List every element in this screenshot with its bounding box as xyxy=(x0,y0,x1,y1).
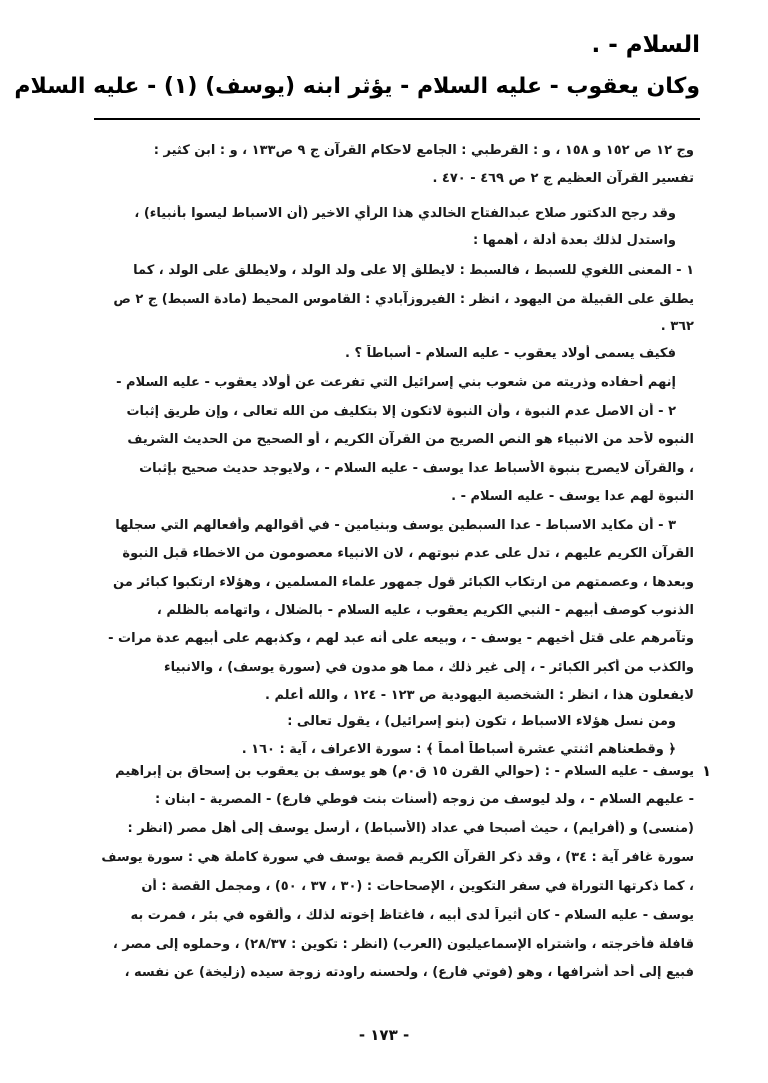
footnote-line: القرآن الكريم عليهم ، تدل على عدم نبوتهم ، لان الانبياء معصومون من الاخطاء قبل النبوة xyxy=(122,546,694,561)
footnote-number: ١ xyxy=(702,762,712,780)
footnote-line: ، كما ذكرتها التوراة في سفر التكوين ، الإصحاحات : (٣٠ ، ٣٧ ، ٥٠) ، ومجمل القصة : أن xyxy=(141,879,694,894)
footnote-line: ٣ - أن مكايد الاسباط - عدا السبطين يوسف وبنيامين - في أقوالهم وأفعالهم التي سجلها xyxy=(115,518,676,533)
footnote-line: النبوة لهم عدا يوسف - عليه السلام - . xyxy=(451,489,694,504)
heading-line-1: السلام - . xyxy=(591,32,700,58)
footnote-line: (منسى) و (أفرايم) ، حيث أصبحا في عداد (الأسباط) ، أرسل يوسف إلى أهل مصر (انظر : xyxy=(127,821,694,836)
footnote-line: وقد رجح الدكتور صلاح عبدالفتاح الخالدي هذا الرأي الاخير (أن الاسباط ليسوا بأنبياء) ، xyxy=(134,206,676,221)
footnote-line: لايفعلون هذا ، انظر : الشخصية اليهودية ص ١٢٣ - ١٢٤ ، والله أعلم . xyxy=(265,688,694,703)
footnote-line: وبعدها ، وعصمتهم من ارتكاب الكبائر قول جمهور علماء المسلمين ، وهؤلاء ارتكبوا كبائر من xyxy=(113,575,694,590)
page-number: - ١٧٣ - xyxy=(358,1026,410,1044)
footnote-line: ومن نسل هؤلاء الاسباط ، تكون (بنو إسرائيل) ، يقول تعالى : xyxy=(287,714,676,729)
footnote-line: - عليهم السلام - ، ولد ليوسف من زوجه (أسنات بنت فوطي فارع) - المصرية - ابنان : xyxy=(154,792,694,807)
footnote-line: يوسف - عليه السلام - كان أثيراً لدى أبيه ، فاغتاظ إخوته لذلك ، وألقوه في بئر ، فمرت به xyxy=(130,908,694,923)
footnote-line: تفسير القرآن العظيم ج ٢ ص ٤٦٩ - ٤٧٠ . xyxy=(432,171,694,186)
footnote-line: واستدل لذلك بعدة أدلة ، أهمها : xyxy=(472,233,676,248)
footnote-line: فكيف يسمى أولاد يعقوب - عليه السلام - أسباطاً ؟ . xyxy=(345,346,676,361)
footnote-line: النبوه لأحد من الانبياء هو النص الصريح من القرآن الكريم ، أو الصحيح من الحديث الشريف xyxy=(127,432,694,447)
footnote-line: وتآمرهم على قتل أخيهم - يوسف - ، وبيعه على أنه عبد لهم ، وكذبهم على أبيهم عدة مرات - xyxy=(108,631,694,646)
footnote-line: ٢ - أن الاصل عدم النبوة ، وأن النبوة لاتكون إلا بتكليف من الله تعالى ، وإن طريق إثبات xyxy=(126,404,676,419)
footnote-line: وج ١٢ ص ١٥٢ و ١٥٨ ، و : القرطبي : الجامع لاحكام القرآن ج ٩ ص١٣٣ ، و : ابن كثير : xyxy=(153,143,694,158)
footnote-line: يوسف - عليه السلام - : (حوالي القرن ١٥ ق٠م) هو يوسف بن يعقوب بن إسحاق بن إبراهيم xyxy=(115,764,694,779)
footnote-line: الذنوب كوصف أبيهم - النبي الكريم يعقوب ، عليه السلام - بالضلال ، واتهامه بالظلم ، xyxy=(156,603,694,618)
heading-line-2: وكان يعقوب - عليه السلام - يؤثر ابنه (يوسف) (١) - عليه السلام xyxy=(14,74,700,99)
footnote-line: إنهم أحفاده وذريته من شعوب بني إسرائيل التي تفرعت عن أولاد يعقوب - عليه السلام - xyxy=(116,375,676,390)
footnote-line: ﴿ وقطعناهم اثنتي عشرة أسباطاً أمماً ﴾ : سورة الاعراف ، آية : ١٦٠ . xyxy=(241,742,676,757)
footnote-line: سورة غافر آية : ٣٤) ، وقد ذكر القرآن الكريم قصة يوسف في سورة كاملة هي : سورة يوسف xyxy=(101,850,694,865)
footnote-line: قافلة فأخرجته ، واشتراه الإسماعيليون (العرب) (انظر : تكوين : ٢٨/٣٧) ، وحملوه إلى مصر ، xyxy=(112,937,694,952)
footnote-line: يطلق على القبيلة من اليهود ، انظر : الفيروزآبادي : القاموس المحيط (مادة السبط) ج ٢ ص xyxy=(113,292,694,307)
footnote-separator-rule xyxy=(94,118,700,120)
footnote-line: ٣٦٢ . xyxy=(660,319,694,334)
footnote-line: والكذب من أكبر الكبائر - ، إلى غير ذلك ، مما هو مدون في (سورة يوسف) ، والانبياء xyxy=(163,660,694,675)
footnote-line: ١ - المعنى اللغوي للسبط ، فالسبط : لايطلق إلا على ولد الولد ، ولايطلق على الولد ، كما xyxy=(133,263,694,278)
footnote-line: ، والقرآن لايصرح بنبوة الأسباط عدا يوسف - عليه السلام - ، ولايوجد حديث صحيح بإثبات xyxy=(139,461,694,476)
footnote-line: فبيع إلى أحد أشرافها ، وهو (فوتي فارع) ، ولحسنه راودته زوجة سيده (زليخة) عن نفسه ، xyxy=(124,965,694,980)
